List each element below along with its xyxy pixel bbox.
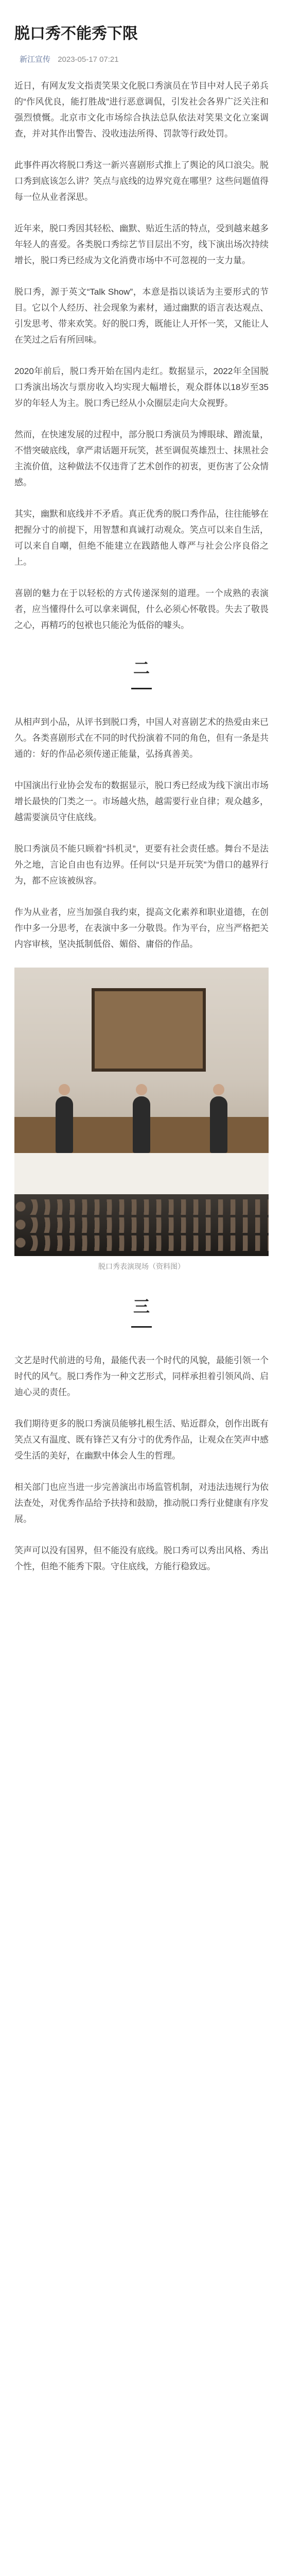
paragraph: 脱口秀演员不能只顾着“抖机灵”，更要有社会责任感。舞台不是法外之地，言论自由也有边界。任何以“只是开玩笑”为借口的越界行为，都不应该被纵容。 — [14, 844, 269, 886]
paragraph: 笑声可以没有国界，但不能没有底线。脱口秀可以秀出风格、秀出个性，但绝不能秀下限。守住底线，方能行稳致远。 — [14, 1546, 269, 1571]
section-divider — [131, 688, 152, 689]
paragraph: 中国演出行业协会发布的数据显示，脱口秀已经成为线下演出市场增长最快的门类之一。市场越火热，越需要行业自律；观众越多，越需要演员守住底线。 — [14, 781, 269, 822]
publish-date: 2023-05-17 07:21 — [58, 55, 119, 64]
article-meta — [14, 54, 269, 64]
performer — [210, 1096, 227, 1153]
section-heading: 二 — [133, 659, 150, 677]
stage-screen — [92, 988, 206, 1072]
paragraph: 近日，有网友发文指责笑果文化脱口秀演员在节目中对人民子弟兵的“作风优良，能打胜战”进行恶意调侃，引发社会各界广泛关注和强烈愤慨。北京市文化市场综合执法总队依法对笑果文化立案调查，并对其作出警告、没收违法所得、罚款等行政处罚。 — [14, 81, 269, 139]
article-figure — [14, 968, 269, 1272]
paragraph: 脱口秀，源于英文“Talk Show”，本意是指以谈话为主要形式的节目。它以个人经历、社会现象为素材，通过幽默的语言表达观点、引发思考、带来欢笑。好的脱口秀，既能让人开怀一笑，又能让人在笑过之后有所回味。 — [14, 287, 269, 345]
paragraph: 相关部门也应当进一步完善演出市场监管机制，对违法违规行为依法查处，对优秀作品给予扶持和鼓励，推动脱口秀行业健康有序发展。 — [14, 1482, 269, 1524]
article-body — [0, 78, 283, 1621]
footer-space — [14, 1590, 269, 1621]
paragraph: 从相声到小品，从评书到脱口秀，中国人对喜剧艺术的热爱由来已久。各类喜剧形式在不同的时代扮演着不同的角色，但有一条是共通的：好的作品必须传递正能量，弘扬真善美。 — [14, 717, 269, 759]
audience — [14, 1194, 269, 1256]
paragraph: 此事件再次将脱口秀这一新兴喜剧形式推上了舆论的风口浪尖。脱口秀到底该怎么讲？笑点与底线的边界究竟在哪里？这些问题值得每一位从业者深思。 — [14, 160, 269, 202]
paragraph: 作为从业者，应当加强自我约束，提高文化素养和职业道德，在创作中多一分思考，在表演中多一分敬畏。作为平台，应当严格把关内容审核，坚决抵制低俗、媚俗、庸俗的作品。 — [14, 907, 269, 949]
figure-caption: 脱口秀表演现场（资料图） — [98, 1262, 185, 1270]
paragraph: 近年来，脱口秀因其轻松、幽默、贴近生活的特点，受到越来越多年轻人的喜爱。各类脱口秀综艺节目层出不穷，线下演出场次持续增长，脱口秀已经成为文化消费市场中不可忽视的一支力量。 — [14, 224, 269, 265]
paragraph: 然而，在快速发展的过程中，部分脱口秀演员为博眼球、蹭流量，不惜突破底线，拿严肃话题开玩笑，甚至调侃英雄烈士、抹黑社会主流价值，这种做法不仅违背了艺术创作的初衷，更伤害了公众情感。 — [14, 430, 269, 487]
performer — [133, 1096, 150, 1153]
section-heading: 三 — [133, 1297, 150, 1316]
paragraph: 其实，幽默和底线并不矛盾。真正优秀的脱口秀作品，往往能够在把握分寸的前提下，用智慧和真诚打动观众。笑点可以来自生活，可以来自自嘲，但绝不能建立在践踏他人尊严与社会公序良俗之上。 — [14, 509, 269, 567]
article-title: 脱口秀不能秀下限 — [14, 25, 138, 42]
paragraph: 喜剧的魅力在于以轻松的方式传递深刻的道理。一个成熟的表演者，应当懂得什么可以拿来调侃，什么必须心怀敬畏。失去了敬畏之心，再精巧的包袱也只能沦为低俗的噱头。 — [14, 588, 269, 630]
section-divider — [131, 1326, 152, 1328]
article-header — [0, 0, 283, 64]
paragraph: 我们期待更多的脱口秀演员能够扎根生活、贴近群众，创作出既有笑点又有温度、既有锋芒又有分寸的优秀作品，让观众在笑声中感受生活的美好，在幽默中体会人生的哲理。 — [14, 1419, 269, 1461]
paragraph: 2020年前后，脱口秀开始在国内走红。数据显示，2022年全国脱口秀演出场次与票房收入均实现大幅增长，观众群体以18岁至35岁的年轻人为主。脱口秀已经从小众圈层走向大众视野。 — [14, 366, 269, 408]
paragraph: 文艺是时代前进的号角，最能代表一个时代的风貌，最能引领一个时代的风气。脱口秀作为一种文艺形式，同样承担着引领风尚、启迪心灵的责任。 — [14, 1355, 269, 1397]
source-link[interactable]: 新江宣传 — [20, 55, 51, 64]
stage-photo — [14, 968, 269, 1256]
performer — [56, 1096, 73, 1153]
